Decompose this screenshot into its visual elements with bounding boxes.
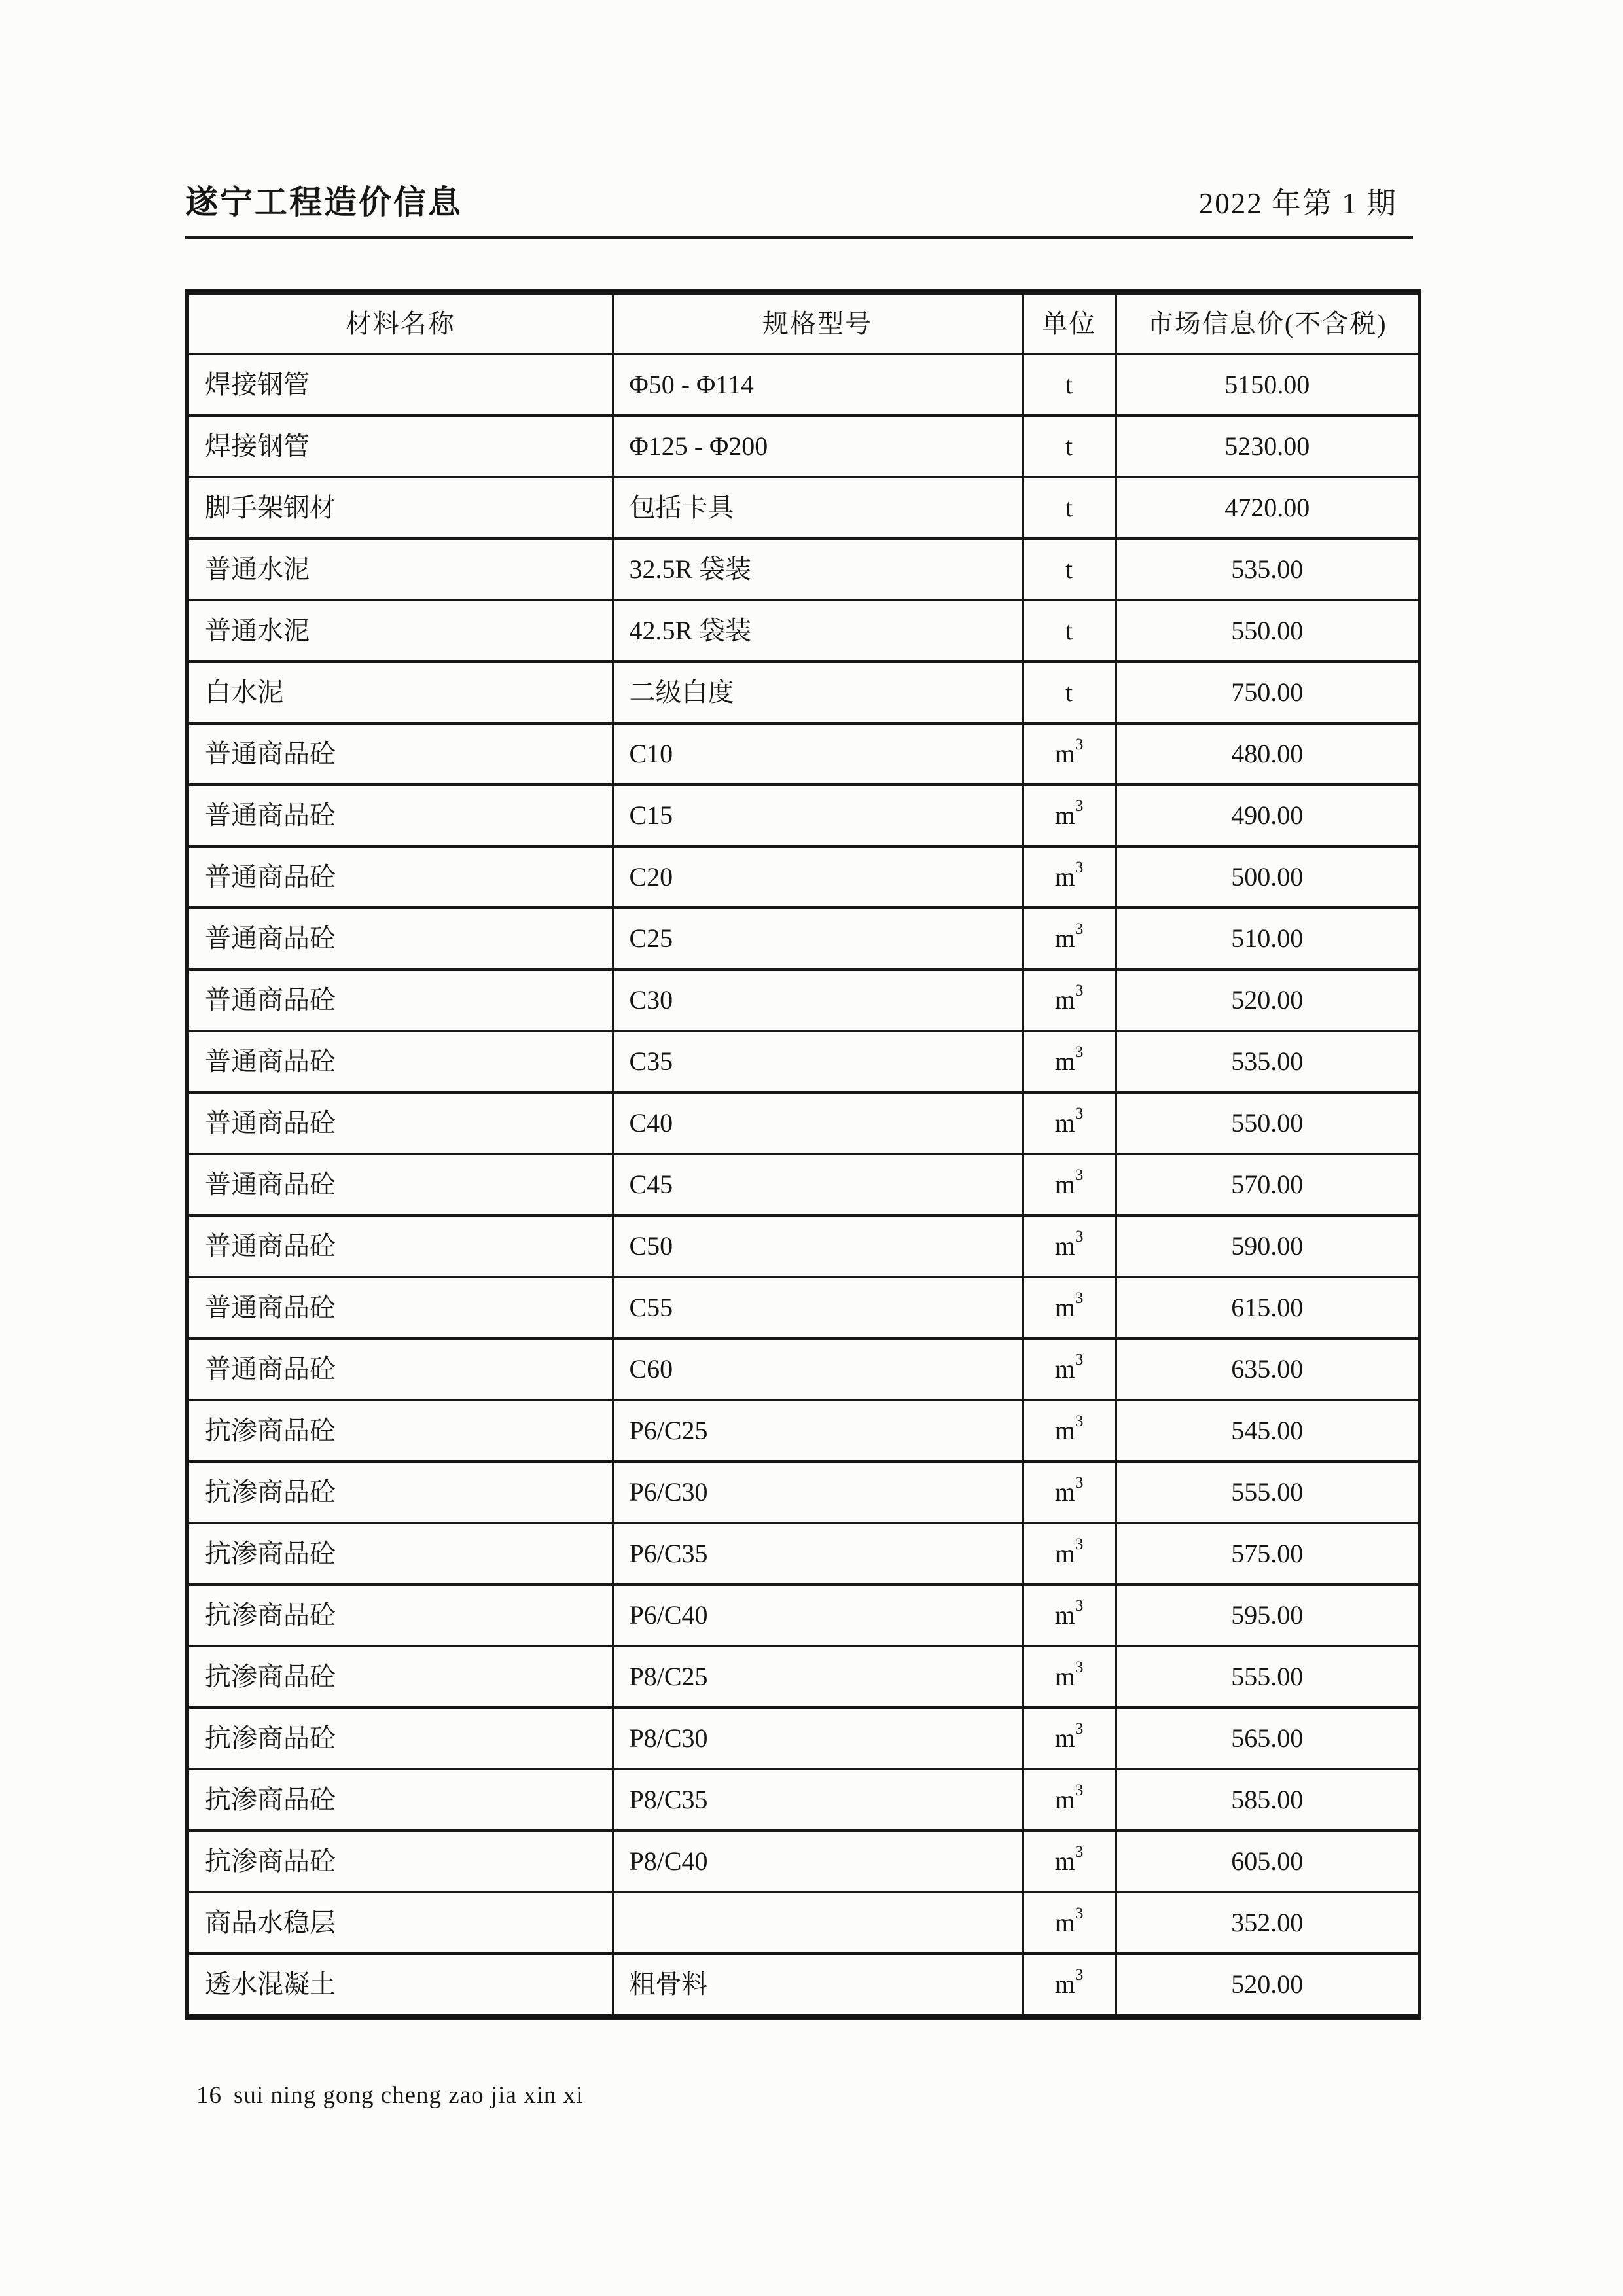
spec-cell: C30: [613, 969, 1022, 1031]
spec-cell: C40: [613, 1092, 1022, 1154]
unit-cell: $m^3$: [1022, 1277, 1116, 1338]
spec-cell: C15: [613, 785, 1022, 846]
table-row: [187, 1831, 1419, 1892]
cubic-superscript: 3: [1075, 797, 1084, 815]
column-header-material-name: 材料名称: [187, 292, 613, 354]
price-cell: 510.00: [1116, 908, 1419, 969]
price-cell: 550.00: [1116, 1092, 1419, 1154]
spec-cell: 包括卡具: [613, 477, 1022, 539]
material-name-cell: 普通商品砼: [187, 1277, 613, 1338]
table-row: [187, 416, 1419, 477]
spec-cell: C10: [613, 723, 1022, 785]
spec-cell: 二级白度: [613, 662, 1022, 723]
material-name-cell: 焊接钢管: [187, 416, 613, 477]
table-row: [187, 1215, 1419, 1277]
table-row: [187, 908, 1419, 969]
cubic-superscript: 3: [1075, 1105, 1084, 1122]
table-row: [187, 1954, 1419, 2017]
material-name-cell: 普通商品砼: [187, 1154, 613, 1215]
table-row: [187, 354, 1419, 416]
unit-cell: $m^3$: [1022, 1462, 1116, 1523]
running-head: [185, 185, 1397, 221]
spec-cell: C60: [613, 1338, 1022, 1400]
spec-cell: C55: [613, 1277, 1022, 1338]
table-header-row: [187, 292, 1419, 354]
unit-cell: $m^3$: [1022, 1400, 1116, 1462]
cubic-superscript: 3: [1075, 1474, 1084, 1492]
price-cell: 500.00: [1116, 846, 1419, 908]
unit-cell: $m^3$: [1022, 1338, 1116, 1400]
unit-cell: $m^3$: [1022, 1769, 1116, 1831]
cubic-superscript: 3: [1075, 1843, 1084, 1861]
spec-cell: P8/C25: [613, 1646, 1022, 1708]
price-cell: 535.00: [1116, 539, 1419, 600]
price-cell: 585.00: [1116, 1769, 1419, 1831]
cubic-superscript: 3: [1075, 1966, 1084, 1984]
table-row: [187, 1400, 1419, 1462]
issue-label: 2022 年第 1 期: [1198, 187, 1397, 220]
spec-cell: 32.5R 袋装: [613, 539, 1022, 600]
unit-cell: $m^3$: [1022, 1708, 1116, 1769]
column-header-unit: 单位: [1022, 292, 1116, 354]
spec-cell: P6/C30: [613, 1462, 1022, 1523]
table-row: [187, 539, 1419, 600]
material-name-cell: 脚手架钢材: [187, 477, 613, 539]
spec-cell: P8/C35: [613, 1769, 1022, 1831]
price-cell: 5230.00: [1116, 416, 1419, 477]
unit-cell: t: [1022, 416, 1116, 477]
spec-cell: Φ125 - Φ200: [613, 416, 1022, 477]
page-number: 16: [196, 2082, 222, 2109]
unit-cell: $m^3$: [1022, 1831, 1116, 1892]
spec-cell: 粗骨料: [613, 1954, 1022, 2017]
table-row: [187, 1277, 1419, 1338]
material-name-cell: 抗渗商品砼: [187, 1462, 613, 1523]
material-name-cell: 白水泥: [187, 662, 613, 723]
unit-cell: $m^3$: [1022, 723, 1116, 785]
price-cell: 545.00: [1116, 1400, 1419, 1462]
cubic-superscript: 3: [1075, 1228, 1084, 1246]
price-cell: 520.00: [1116, 1954, 1419, 2017]
material-name-cell: 焊接钢管: [187, 354, 613, 416]
price-cell: 750.00: [1116, 662, 1419, 723]
unit-cell: $m^3$: [1022, 1954, 1116, 2017]
table-row: [187, 600, 1419, 662]
spec-cell: 42.5R 袋装: [613, 600, 1022, 662]
material-name-cell: 普通水泥: [187, 600, 613, 662]
material-name-cell: 商品水稳层: [187, 1892, 613, 1954]
material-name-cell: 普通水泥: [187, 539, 613, 600]
spec-cell: C35: [613, 1031, 1022, 1092]
material-name-cell: 透水混凝土: [187, 1954, 613, 2017]
cubic-superscript: 3: [1075, 920, 1084, 938]
price-cell: 570.00: [1116, 1154, 1419, 1215]
table-row: [187, 1154, 1419, 1215]
price-cell: 535.00: [1116, 1031, 1419, 1092]
price-cell: 352.00: [1116, 1892, 1419, 1954]
header-row: [187, 292, 1419, 354]
table-row: [187, 1338, 1419, 1400]
table-row: [187, 723, 1419, 785]
price-cell: 635.00: [1116, 1338, 1419, 1400]
cubic-superscript: 3: [1075, 1289, 1084, 1307]
spec-cell: P6/C25: [613, 1400, 1022, 1462]
cubic-superscript: 3: [1075, 1351, 1084, 1369]
table-row: [187, 846, 1419, 908]
spec-cell: Φ50 - Φ114: [613, 354, 1022, 416]
unit-cell: $m^3$: [1022, 785, 1116, 846]
material-name-cell: 普通商品砼: [187, 969, 613, 1031]
table-row: [187, 1708, 1419, 1769]
column-header-spec: 规格型号: [613, 292, 1022, 354]
material-name-cell: 抗渗商品砼: [187, 1523, 613, 1585]
unit-cell: $m^3$: [1022, 969, 1116, 1031]
price-cell: 590.00: [1116, 1215, 1419, 1277]
price-cell: 615.00: [1116, 1277, 1419, 1338]
material-name-cell: 抗渗商品砼: [187, 1708, 613, 1769]
material-name-cell: 普通商品砼: [187, 1338, 613, 1400]
unit-cell: $m^3$: [1022, 1215, 1116, 1277]
cubic-superscript: 3: [1075, 1043, 1084, 1061]
cubic-superscript: 3: [1075, 736, 1084, 753]
cubic-superscript: 3: [1075, 1782, 1084, 1799]
material-name-cell: 抗渗商品砼: [187, 1831, 613, 1892]
cubic-superscript: 3: [1075, 1905, 1084, 1922]
spec-cell: P8/C40: [613, 1831, 1022, 1892]
unit-cell: $m^3$: [1022, 1892, 1116, 1954]
table-row: [187, 1031, 1419, 1092]
material-name-cell: 抗渗商品砼: [187, 1769, 613, 1831]
unit-cell: $m^3$: [1022, 1523, 1116, 1585]
unit-cell: t: [1022, 354, 1116, 416]
page-footer: [196, 2081, 583, 2109]
cubic-superscript: 3: [1075, 1166, 1084, 1184]
spec-cell: P8/C30: [613, 1708, 1022, 1769]
price-cell: 4720.00: [1116, 477, 1419, 539]
header-rule: [185, 236, 1413, 239]
material-name-cell: 普通商品砼: [187, 1031, 613, 1092]
price-cell: 605.00: [1116, 1831, 1419, 1892]
table-row: [187, 1585, 1419, 1646]
table-row: [187, 1646, 1419, 1708]
price-cell: 555.00: [1116, 1462, 1419, 1523]
material-name-cell: 普通商品砼: [187, 908, 613, 969]
table-row: [187, 1523, 1419, 1585]
unit-cell: $m^3$: [1022, 1646, 1116, 1708]
table-row: [187, 1892, 1419, 1954]
column-header-market-price: 市场信息价(不含税): [1116, 292, 1419, 354]
material-name-cell: 普通商品砼: [187, 1215, 613, 1277]
spec-cell: C20: [613, 846, 1022, 908]
price-cell: 595.00: [1116, 1585, 1419, 1646]
cubic-superscript: 3: [1075, 1535, 1084, 1553]
price-cell: 565.00: [1116, 1708, 1419, 1769]
cubic-superscript: 3: [1075, 982, 1084, 999]
table-row: [187, 662, 1419, 723]
unit-cell: t: [1022, 662, 1116, 723]
material-name-cell: 抗渗商品砼: [187, 1585, 613, 1646]
material-name-cell: 普通商品砼: [187, 1092, 613, 1154]
material-name-cell: 抗渗商品砼: [187, 1400, 613, 1462]
unit-cell: t: [1022, 539, 1116, 600]
unit-cell: $m^3$: [1022, 1031, 1116, 1092]
unit-cell: $m^3$: [1022, 846, 1116, 908]
price-table-body: [187, 354, 1419, 2017]
spec-cell: P6/C40: [613, 1585, 1022, 1646]
material-name-cell: 普通商品砼: [187, 785, 613, 846]
unit-cell: t: [1022, 477, 1116, 539]
unit-cell: $m^3$: [1022, 908, 1116, 969]
cubic-superscript: 3: [1075, 859, 1084, 876]
spec-cell: C25: [613, 908, 1022, 969]
table-row: [187, 1769, 1419, 1831]
cubic-superscript: 3: [1075, 1659, 1084, 1676]
table-row: [187, 477, 1419, 539]
table-row: [187, 1462, 1419, 1523]
table-row: [187, 785, 1419, 846]
unit-cell: t: [1022, 600, 1116, 662]
price-cell: 480.00: [1116, 723, 1419, 785]
unit-cell: $m^3$: [1022, 1585, 1116, 1646]
spec-cell: P6/C35: [613, 1523, 1022, 1585]
spec-cell: C45: [613, 1154, 1022, 1215]
cubic-superscript: 3: [1075, 1412, 1084, 1430]
price-cell: 575.00: [1116, 1523, 1419, 1585]
footer-pinyin: sui ning gong cheng zao jia xin xi: [234, 2082, 584, 2109]
price-cell: 490.00: [1116, 785, 1419, 846]
unit-cell: $m^3$: [1022, 1092, 1116, 1154]
price-cell: 5150.00: [1116, 354, 1419, 416]
price-cell: 520.00: [1116, 969, 1419, 1031]
table-row: [187, 1092, 1419, 1154]
material-price-table: [185, 289, 1421, 2020]
cubic-superscript: 3: [1075, 1720, 1084, 1738]
spec-cell: C50: [613, 1215, 1022, 1277]
journal-title: 遂宁工程造价信息: [185, 184, 463, 221]
material-name-cell: 普通商品砼: [187, 846, 613, 908]
table-row: [187, 969, 1419, 1031]
spec-cell: [613, 1892, 1022, 1954]
material-name-cell: 普通商品砼: [187, 723, 613, 785]
unit-cell: $m^3$: [1022, 1154, 1116, 1215]
material-name-cell: 抗渗商品砼: [187, 1646, 613, 1708]
price-cell: 555.00: [1116, 1646, 1419, 1708]
cubic-superscript: 3: [1075, 1597, 1084, 1615]
price-cell: 550.00: [1116, 600, 1419, 662]
